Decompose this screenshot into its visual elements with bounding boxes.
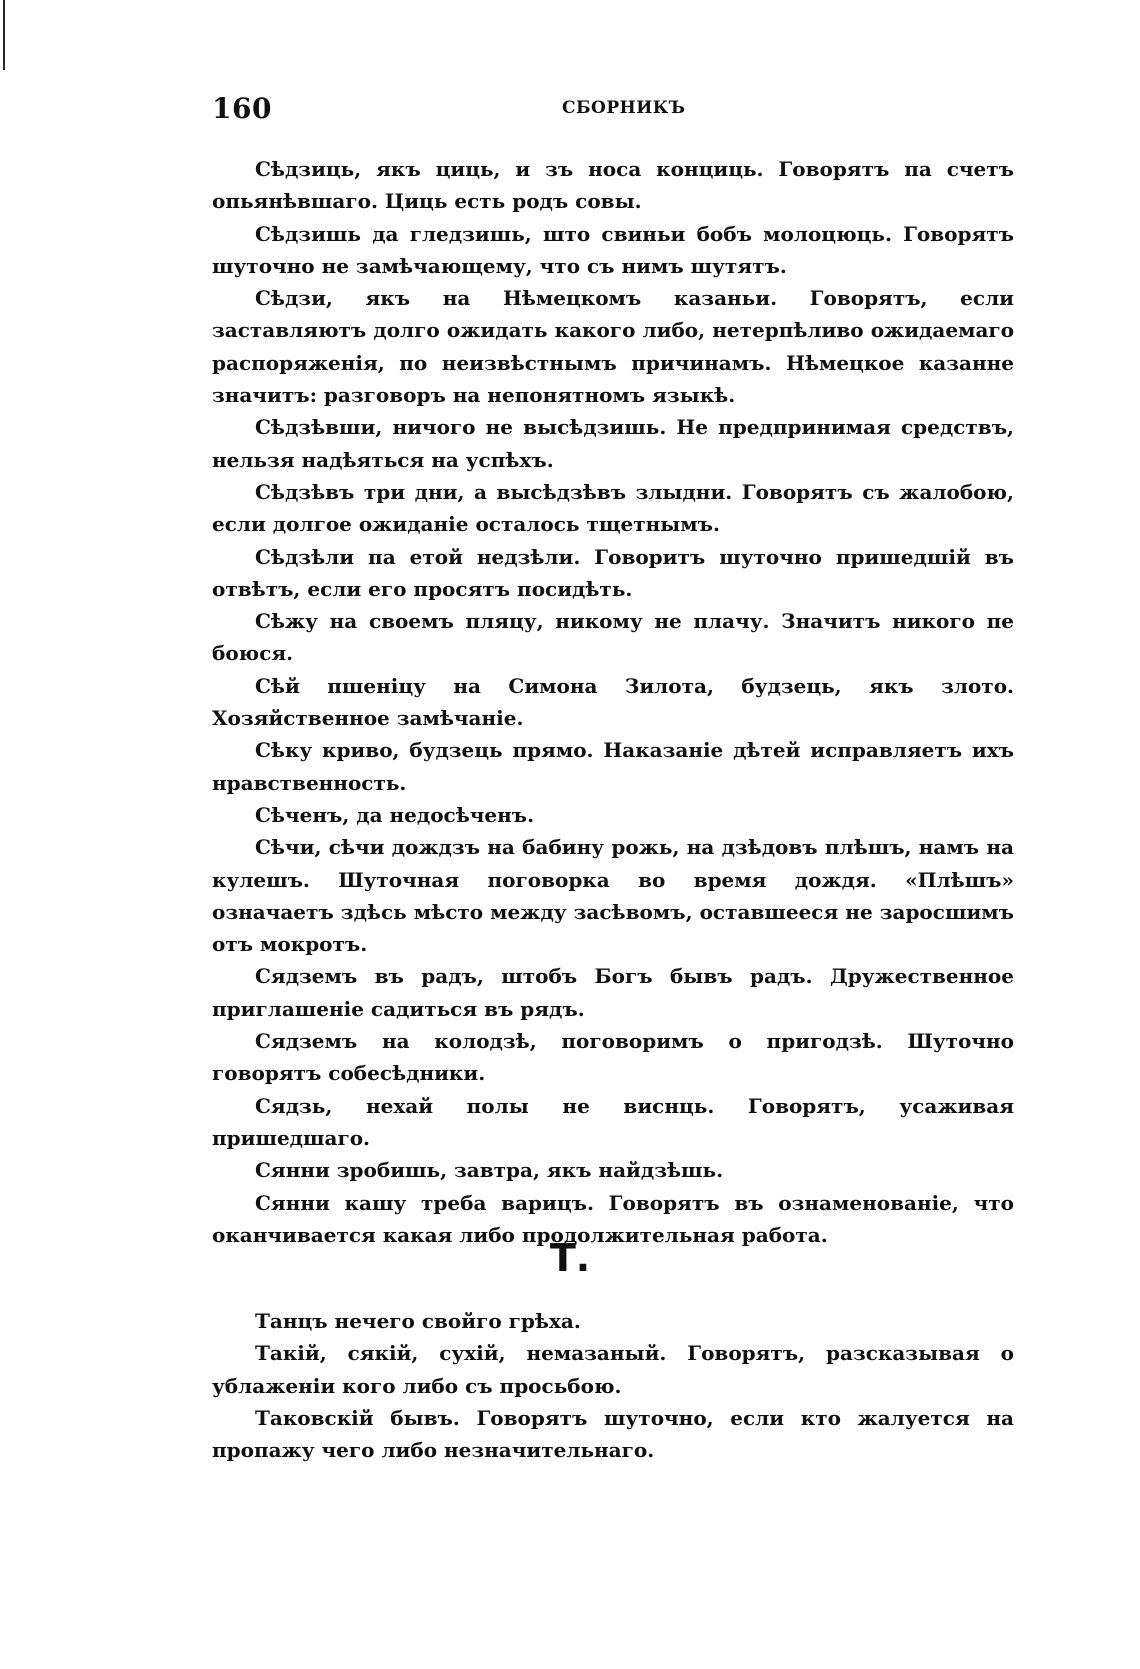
page-header: [212, 92, 1012, 132]
proverb-list-s: [212, 153, 1014, 1251]
running-title: СБОРНИКЪ: [562, 98, 686, 118]
proverb-entry: Сѣчи, сѣчи дождзъ на бабину рожь, на дзѣдовъ плѣшъ, намъ на кулешъ. Шуточная поговорка во время дождя. «Плѣшъ» означаетъ здѣсь мѣсто между засѣвомъ, оставшееся не заросшимъ отъ мокротъ.: [212, 835, 1014, 957]
proverb-entry: Сѣй пшеніцу на Симона Зилота, будзець, якъ злото. Хозяйственное замѣчаніе.: [212, 673, 1014, 731]
proverb-entry: Сѣдзѣвъ три дни, а высѣдзѣвъ злыдни. Говорятъ съ жалобою, если долгое ожиданіе осталось тщетнымъ.: [212, 479, 1014, 537]
proverb-entry: Сѣдзишь да гледзишь, што свиньи бобъ молоцюць. Говорятъ шуточно не замѣчающему, что съ нимъ шутятъ.: [212, 221, 1014, 278]
proverb-entry: Сядземъ на колодзѣ, поговоримъ о пригодзѣ. Шуточно говорятъ собесѣдники.: [212, 1029, 1014, 1086]
proverb-entry: Сядземъ въ радъ, штобъ Богъ бывъ радъ. Дружественное приглашеніе садиться въ рядъ.: [212, 964, 1014, 1021]
proverb-entry: Сѣдзиць, якъ циць, и зъ носа конциць. Говорятъ па счетъ опьянѣвшаго. Циць есть родъ совы.: [212, 157, 1014, 214]
proverb-entry: Сѣдзи, якъ на Нѣмецкомъ казаньи. Говорятъ, если заставляютъ долго ожидать какого либо, нетерпѣливо ожидаемаго распоряженія, по неизвѣстнымъ причинамъ. Нѣмецкое казанне значитъ: разговоръ на непонятномъ языкѣ.: [212, 286, 1014, 408]
proverb-entry: Сѣдзѣли па етой недзѣли. Говоритъ шуточно пришедшій въ отвѣтъ, если его просятъ посидѣть.: [212, 544, 1014, 601]
proverb-entry: Сѣжу на своемъ пляцу, никому не плачу. Значитъ никого пе боюся.: [212, 609, 1014, 666]
proverb-entry: Сядзь, нехай полы не виснць. Говорятъ, усаживая пришедшаго.: [212, 1093, 1014, 1150]
proverb-entry: Сѣченъ, да недосѣченъ.: [255, 802, 535, 827]
proverb-entry: Сянни кашу треба варицъ. Говорятъ въ ознаменованіе, что оканчивается какая либо продолжительная работа.: [212, 1190, 1014, 1247]
scan-margin-line: [3, 0, 5, 70]
proverb-entry: Танцъ нечего свойго грѣха.: [255, 1309, 581, 1333]
page-number: 160: [212, 92, 272, 125]
proverb-entry: Таковскій бывъ. Говорятъ шуточно, если кто жалуется на пропажу чего либо незначительнаго.: [212, 1405, 1014, 1463]
proverb-entry: Сянни зробишь, завтра, якъ найдзѣшь.: [255, 1158, 724, 1183]
proverb-entry: Такій, сякій, сухій, немазаный. Говорятъ, разсказывая о ублаженіи кого либо съ просьбою.: [212, 1341, 1014, 1398]
proverb-entry: Сѣку криво, будзець прямо. Наказаніе дѣтей исправляетъ ихъ нравственность.: [212, 738, 1014, 795]
section-heading-letter: Т.: [549, 1236, 591, 1280]
proverb-entry: Сѣдзѣвши, ничого не высѣдзишь. Не предпринимая средствъ, нельзя надѣяться на успѣхъ.: [212, 415, 1014, 472]
proverb-list-t: [212, 1305, 1014, 1466]
